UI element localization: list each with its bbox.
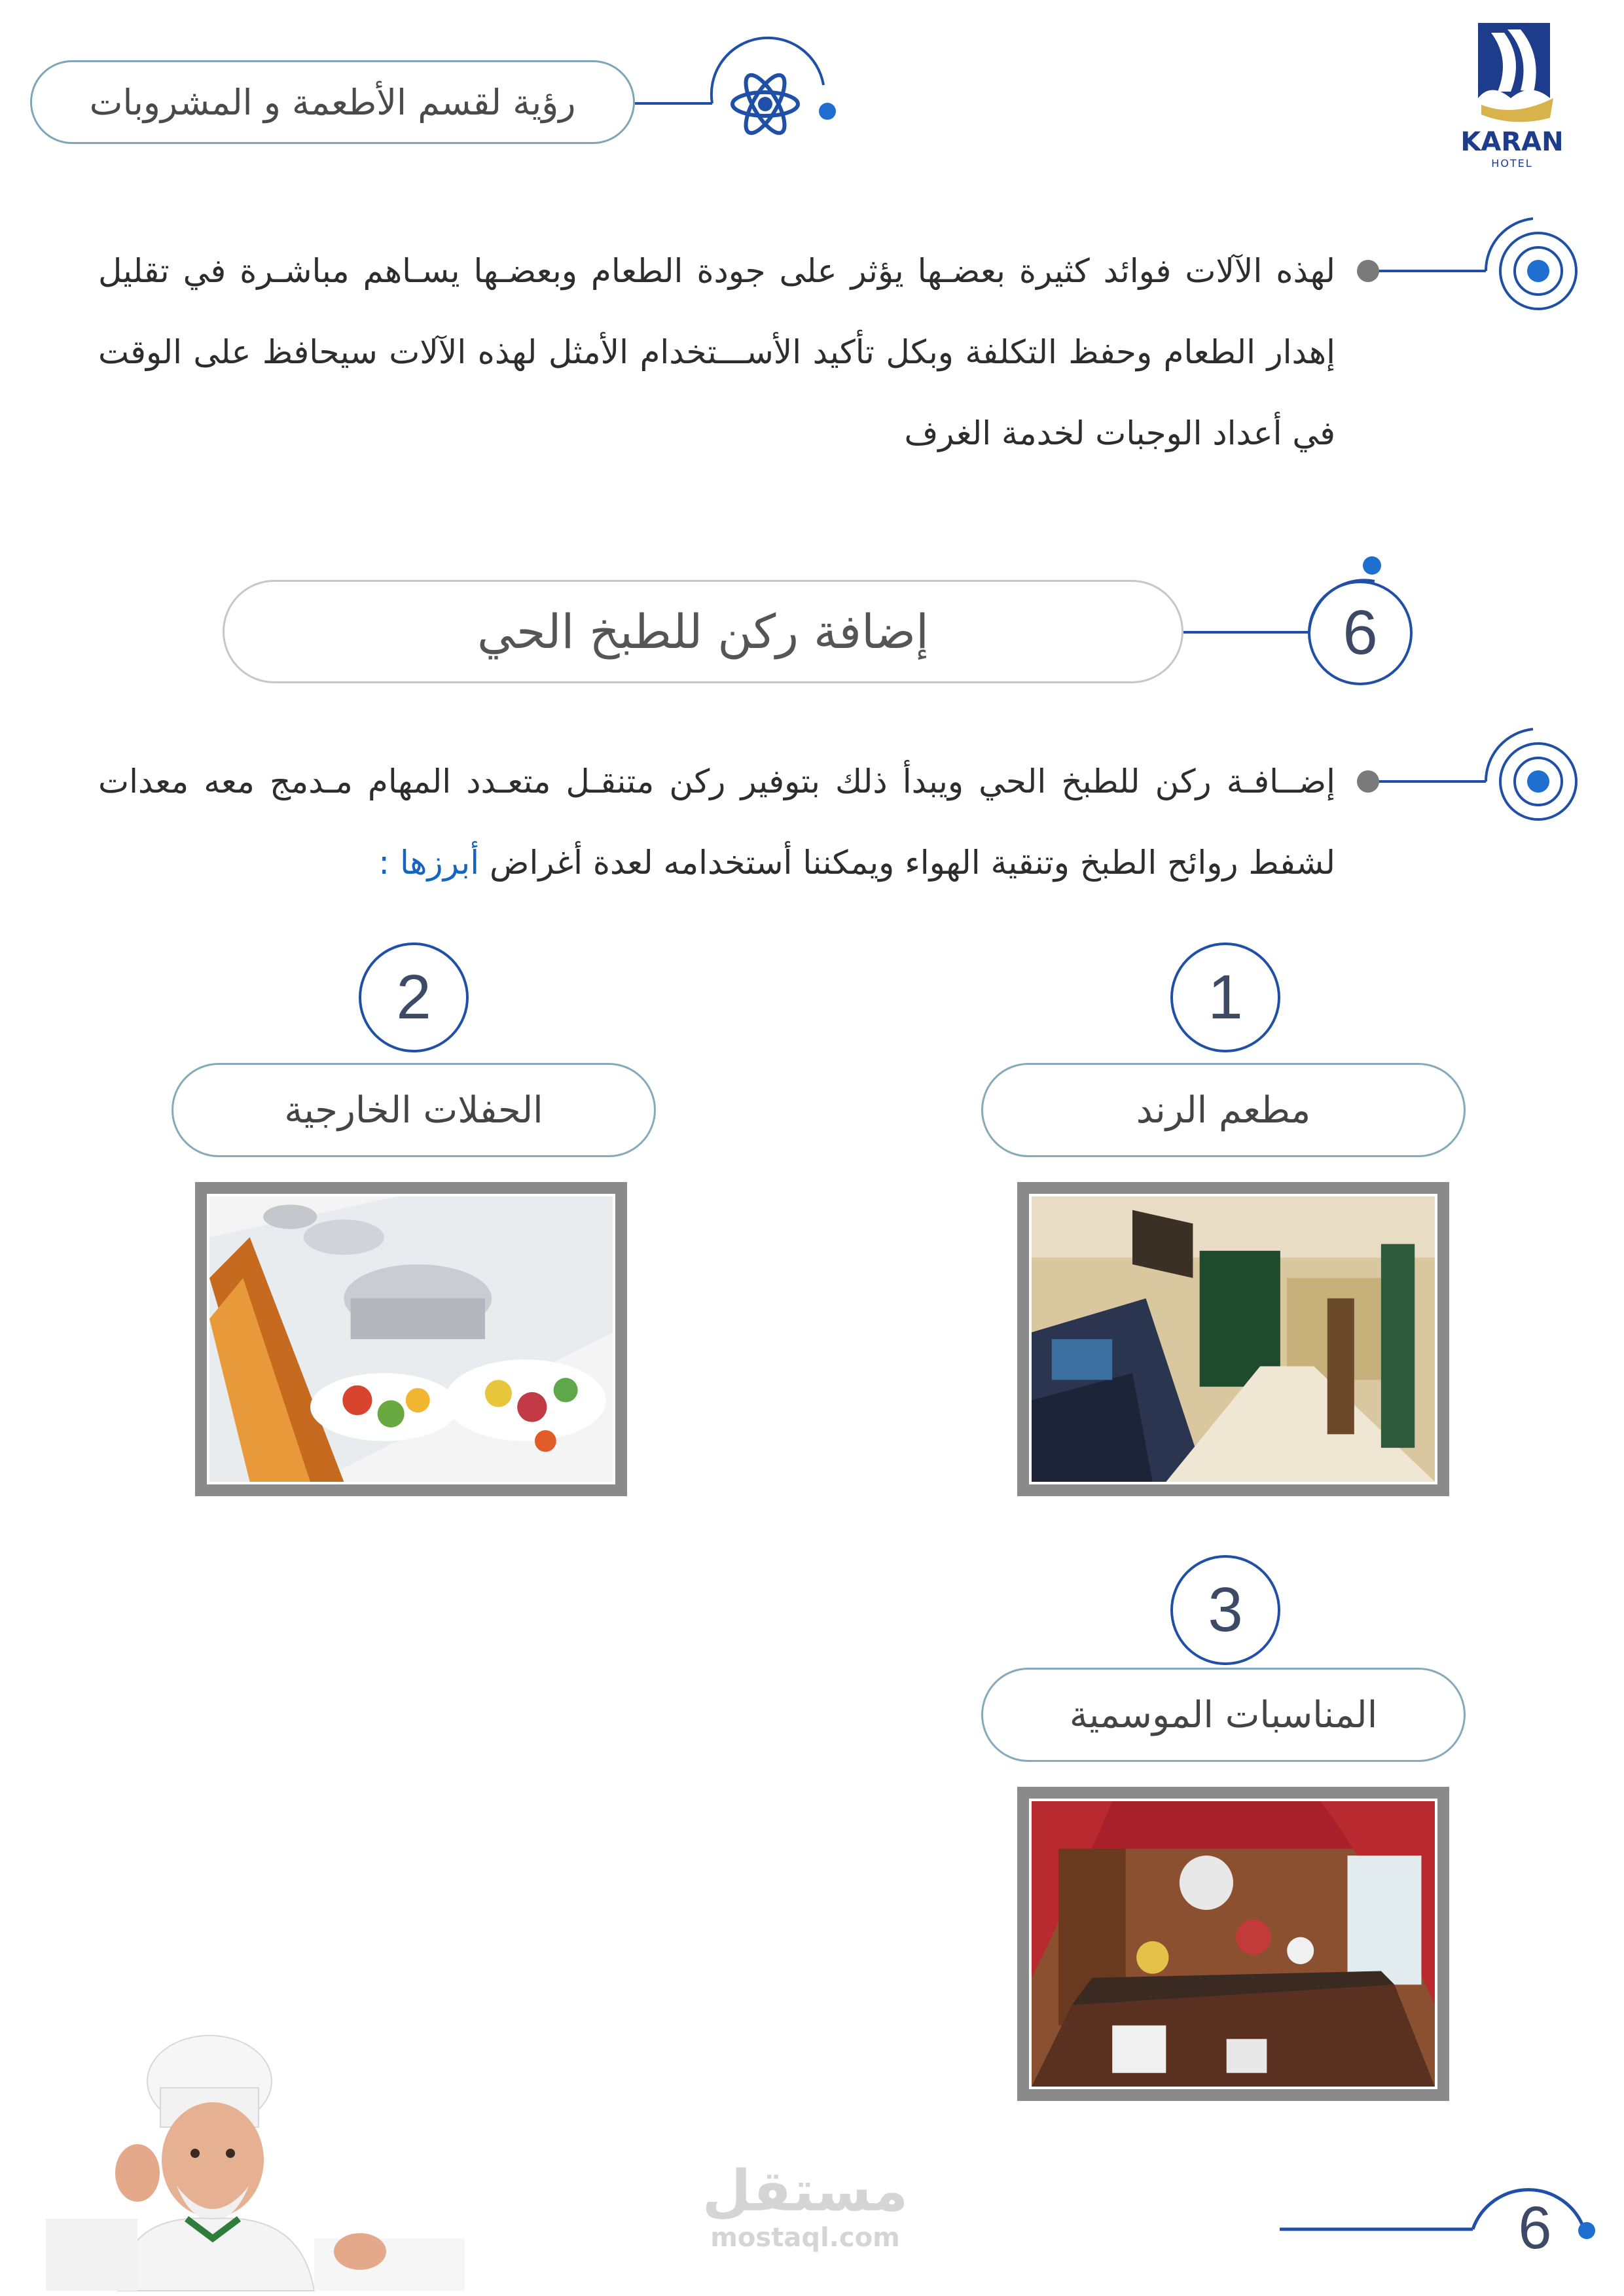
- watermark-url: mostaql.com: [710, 2223, 900, 2253]
- section-title: إضافة ركن للطبخ الحي: [477, 604, 929, 659]
- atom-icon: [729, 68, 801, 140]
- section-number: 6: [1343, 598, 1378, 668]
- item-1-photo: [1017, 1182, 1449, 1496]
- header-title: رؤية لقسم الأطعمة و المشروبات: [89, 81, 576, 123]
- hotel-logo-text: [1434, 127, 1591, 170]
- item-3-label-pill: [981, 1668, 1466, 1762]
- page-number: 6: [1518, 2195, 1552, 2261]
- item-1-number-badge: [1170, 942, 1280, 1052]
- logo-sub: HOTEL: [1491, 157, 1533, 170]
- section-paragraph-text: إضــافـة ركن للطبخ الحي ويبدأ ذلك بتوفير ركن متنقـل متعـدد المهام مـدمج معه معدات لشفط روائح الطبخ وتنقية الهواء ويمكننا أستخدامه لعدة أغراض: [98, 762, 1335, 882]
- section-number-badge: [1308, 581, 1413, 685]
- item-2-label-pill: [171, 1063, 656, 1157]
- watermark: [674, 2160, 936, 2253]
- item-3-number: 3: [1208, 1575, 1243, 1645]
- bullet-target-icon-1: [1355, 209, 1591, 334]
- restaurant-interior-image: [1032, 1196, 1435, 1482]
- item-1-label: مطعم الرند: [1136, 1088, 1311, 1132]
- watermark-arabic: مستقل: [702, 2159, 909, 2224]
- item-2-photo: [195, 1182, 627, 1496]
- section-paragraph: [98, 741, 1335, 903]
- intro-paragraph: لهذه الآلات فوائد كثيرة بعضـها يؤثر على جودة الطعام وبعضـها يسـاهم مباشـرة في تقليل إهدار الطعام وحفظ التكلفة وبكل تأكيد الأســـتخدام الأمثل لهذه الآلات سيحافظ على الوقت في أعداد الوجبات لخدمة الغرف: [98, 252, 1335, 452]
- chef-illustration: [20, 2022, 465, 2291]
- section-paragraph-accent: أبرزها :: [378, 844, 480, 882]
- section-title-pill: [223, 580, 1183, 683]
- item-1-label-pill: [981, 1063, 1466, 1157]
- buffet-catering-image: [209, 1196, 613, 1482]
- header-title-pill: [30, 60, 635, 144]
- item-3-label: المناسبات الموسمية: [1069, 1693, 1378, 1736]
- item-2-number: 2: [396, 962, 431, 1032]
- logo-name: KARAN: [1460, 127, 1564, 157]
- seasonal-buffet-image: [1032, 1801, 1435, 2087]
- item-3-photo: [1017, 1787, 1449, 2101]
- item-2-number-badge: [359, 942, 469, 1052]
- bullet-target-icon-2: [1355, 720, 1591, 844]
- item-1-number: 1: [1208, 962, 1243, 1032]
- hotel-logo-icon: [1471, 20, 1557, 124]
- item-3-number-badge: [1170, 1555, 1280, 1665]
- item-2-label: الحفلات الخارجية: [284, 1088, 543, 1132]
